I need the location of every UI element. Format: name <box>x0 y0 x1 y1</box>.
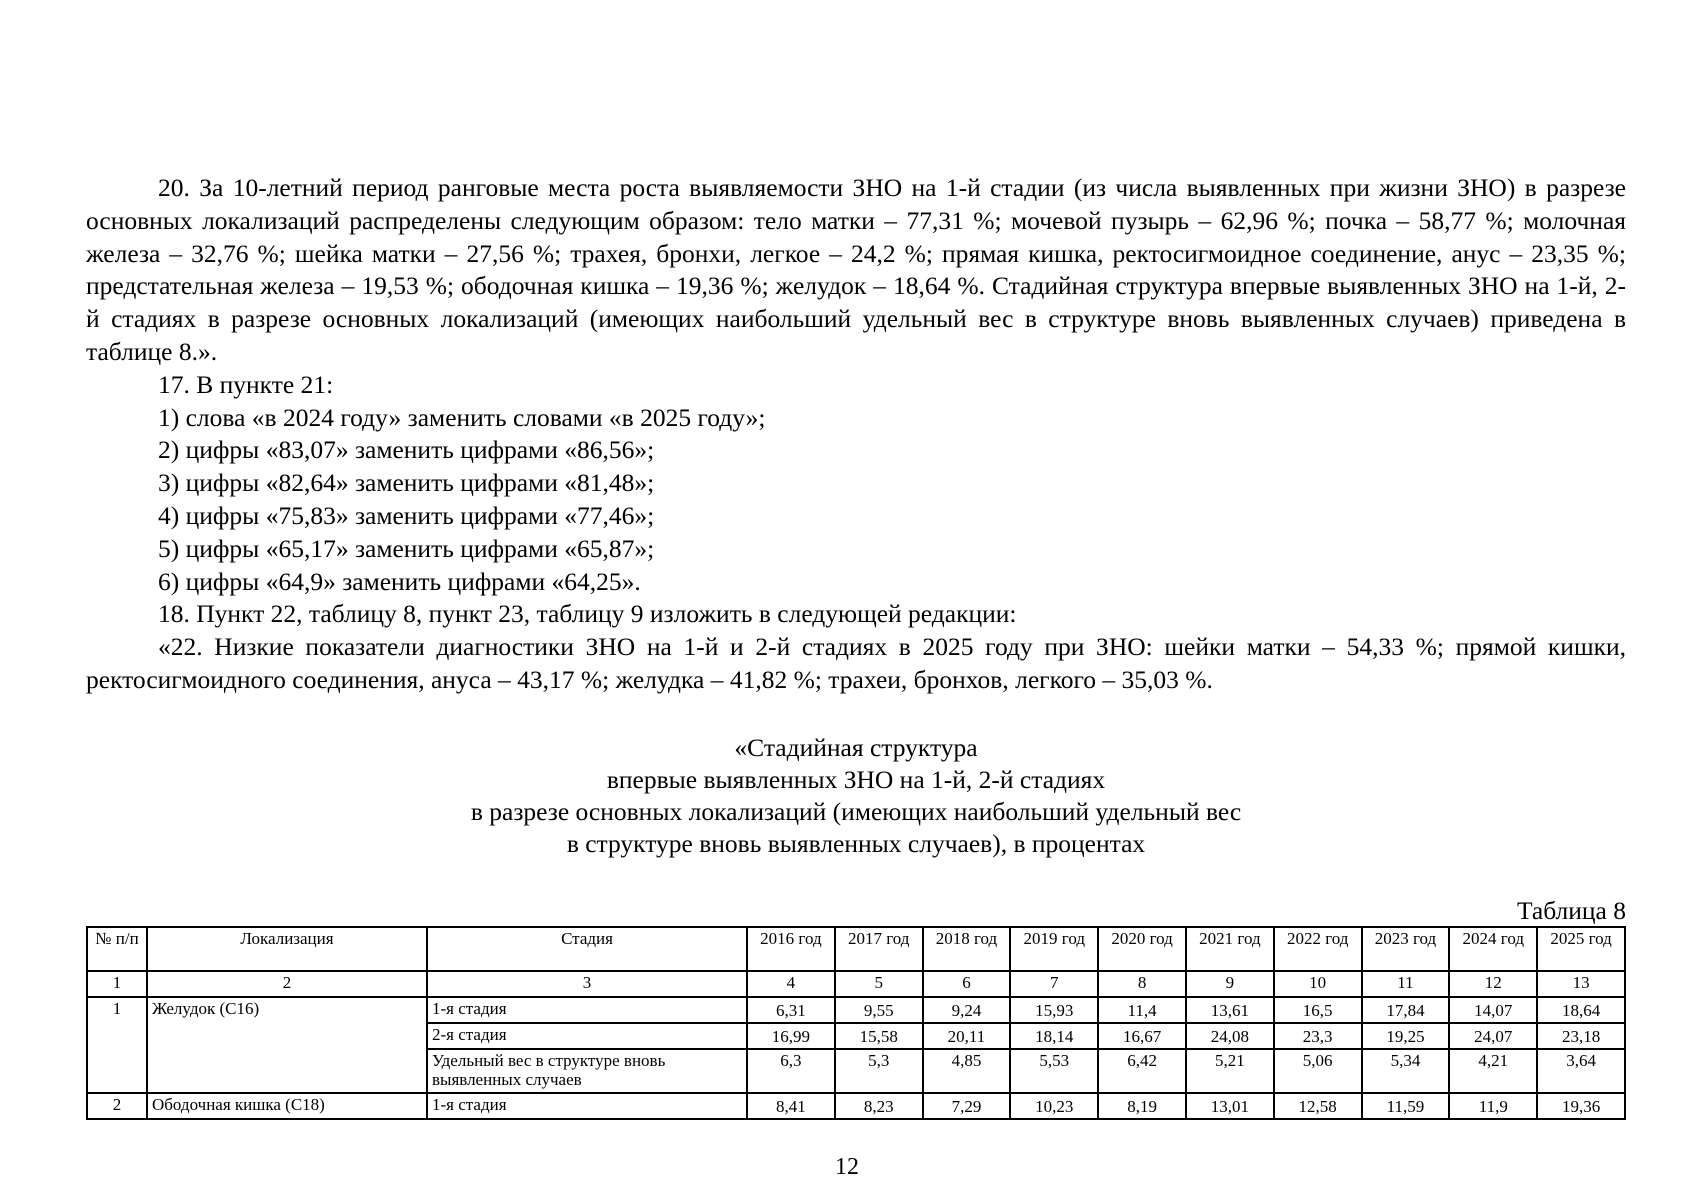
table-row <box>87 997 1625 1023</box>
header-year: 2018 год <box>923 927 1011 971</box>
value-cell: 16,5 <box>1274 997 1362 1023</box>
value-cell: 9,24 <box>923 997 1011 1023</box>
value-cell: 8,23 <box>835 1093 923 1119</box>
table-title-line: в структуре вновь выявленных случаев), в процентах <box>566 829 1146 858</box>
table-index-row <box>87 971 1625 997</box>
table-header-row <box>87 927 1625 971</box>
value-cell: 6,3 <box>747 1049 835 1093</box>
value-cell: 11,9 <box>1449 1093 1537 1119</box>
index-cell: 3 <box>427 971 747 997</box>
list-item-5: 5) цифры «65,17» заменить цифрами «65,87»; <box>158 533 655 563</box>
index-cell: 1 <box>87 971 147 997</box>
value-cell: 4,21 <box>1449 1049 1537 1093</box>
value-cell: 15,93 <box>1010 997 1098 1023</box>
value-cell: 20,11 <box>923 1023 1011 1049</box>
value-cell: 23,18 <box>1537 1023 1625 1049</box>
header-year: 2022 год <box>1274 927 1362 971</box>
index-cell: 12 <box>1449 971 1537 997</box>
list-item-6: 6) цифры «64,9» заменить цифрами «64,25». <box>158 566 641 596</box>
index-cell: 10 <box>1274 971 1362 997</box>
value-cell: 16,99 <box>747 1023 835 1049</box>
header-year: 2017 год <box>835 927 923 971</box>
table-title-line: в разрезе основных локализаций (имеющих наибольший удельный вес <box>470 797 1242 826</box>
paragraph-22: «22. Низкие показатели диагностики ЗНО на 1-й и 2-й стадиях в 2025 году при ЗНО: шейки матки – 54,33 %; прямой кишки, ректосигмоидного соединения, ануса – 43,17 %; желудка – 41,82 %; трахеи, бронхов, легкого – 35,03 %. <box>86 632 1626 694</box>
index-cell: 13 <box>1537 971 1625 997</box>
row-stage: 2-я стадия <box>427 1023 747 1049</box>
value-cell: 24,08 <box>1186 1023 1274 1049</box>
header-stage: Стадия <box>427 927 747 971</box>
table-title-line: «Стадийная структура <box>734 733 978 762</box>
header-year: 2019 год <box>1010 927 1098 971</box>
value-cell: 11,59 <box>1362 1093 1450 1119</box>
value-cell: 5,06 <box>1274 1049 1362 1093</box>
value-cell: 10,23 <box>1010 1093 1098 1119</box>
value-cell: 13,01 <box>1186 1093 1274 1119</box>
row-localization: Желудок (C16) <box>147 997 427 1093</box>
header-year: 2024 год <box>1449 927 1537 971</box>
row-stage: Удельный вес в структуре вновь выявленных случаев <box>427 1049 747 1093</box>
value-cell: 8,19 <box>1098 1093 1186 1119</box>
value-cell: 6,42 <box>1098 1049 1186 1093</box>
row-num: 2 <box>87 1093 147 1119</box>
value-cell: 24,07 <box>1449 1023 1537 1049</box>
value-cell: 9,55 <box>835 997 923 1023</box>
list-item-3: 3) цифры «82,64» заменить цифрами «81,48»; <box>158 468 655 498</box>
data-table <box>86 926 1626 1120</box>
table-title-line: впервые выявленных ЗНО на 1-й, 2-й стадиях <box>606 765 1106 794</box>
value-cell: 13,61 <box>1186 997 1274 1023</box>
value-cell: 19,25 <box>1362 1023 1450 1049</box>
paragraph-20: 20. За 10-летний период ранговые места роста выявляемости ЗНО на 1-й стадии (из числа выявленных при жизни ЗНО) в разрезе основных локализаций распределены следующим образом: тело матки – 77,31 %; мочевой пузырь – 62,96 %; почка – 58,77 %; молочная железа – 32,76 %; шейка матки – 27,56 %; трахея, бронхи, легкое – 24,2 %; прямая кишка, ректосигмоидное соединение, анус – 23,35 %; предстательная железа – 19,53 %; ободочная кишка – 19,36 %; желудок – 18,64 %. Стадийная структура впервые выявленных ЗНО на 1-й, 2-й стадиях в разрезе основных локализаций (имеющих наибольший удельный вес в структуре вновь выявленных случаев) приведена в таблице 8.». <box>86 173 1626 366</box>
value-cell: 5,53 <box>1010 1049 1098 1093</box>
value-cell: 5,34 <box>1362 1049 1450 1093</box>
index-cell: 11 <box>1362 971 1450 997</box>
value-cell: 11,4 <box>1098 997 1186 1023</box>
index-cell: 4 <box>747 971 835 997</box>
value-cell: 18,14 <box>1010 1023 1098 1049</box>
value-cell: 4,85 <box>923 1049 1011 1093</box>
index-cell: 7 <box>1010 971 1098 997</box>
index-cell: 8 <box>1098 971 1186 997</box>
header-year: 2025 год <box>1537 927 1625 971</box>
header-year: 2021 год <box>1186 927 1274 971</box>
paragraph-17: 17. В пункте 21: <box>158 369 334 399</box>
header-year: 2016 год <box>747 927 835 971</box>
list-item-2: 2) цифры «83,07» заменить цифрами «86,56»; <box>158 435 655 465</box>
value-cell: 8,41 <box>747 1093 835 1119</box>
row-stage: 1-я стадия <box>427 997 747 1023</box>
value-cell: 5,21 <box>1186 1049 1274 1093</box>
value-cell: 3,64 <box>1537 1049 1625 1093</box>
page-number: 12 <box>835 1154 859 1180</box>
index-cell: 2 <box>147 971 427 997</box>
row-localization: Ободочная кишка (C18) <box>147 1093 427 1119</box>
table-row <box>87 1093 1625 1119</box>
row-stage: 1-я стадия <box>427 1093 747 1119</box>
value-cell: 17,84 <box>1362 997 1450 1023</box>
value-cell: 18,64 <box>1537 997 1625 1023</box>
value-cell: 5,3 <box>835 1049 923 1093</box>
value-cell: 14,07 <box>1449 997 1537 1023</box>
header-year: 2023 год <box>1362 927 1450 971</box>
value-cell: 7,29 <box>923 1093 1011 1119</box>
body-text <box>86 172 1626 697</box>
value-cell: 6,31 <box>747 997 835 1023</box>
header-year: 2020 год <box>1098 927 1186 971</box>
value-cell: 12,58 <box>1274 1093 1362 1119</box>
index-cell: 5 <box>835 971 923 997</box>
list-item-4: 4) цифры «75,83» заменить цифрами «77,46»; <box>158 500 655 530</box>
index-cell: 9 <box>1186 971 1274 997</box>
value-cell: 16,67 <box>1098 1023 1186 1049</box>
value-cell: 19,36 <box>1537 1093 1625 1119</box>
value-cell: 23,3 <box>1274 1023 1362 1049</box>
paragraph-18: 18. Пункт 22, таблицу 8, пункт 23, таблицу 9 изложить в следующей редакции: <box>158 599 1017 629</box>
list-item-1: 1) слова «в 2024 году» заменить словами «в 2025 году»; <box>158 402 766 432</box>
table-title <box>86 732 1626 860</box>
header-num: № п/п <box>87 927 147 971</box>
row-num: 1 <box>87 997 147 1093</box>
table-caption: Таблица 8 <box>1516 896 1626 925</box>
index-cell: 6 <box>923 971 1011 997</box>
header-loc: Локализация <box>147 927 427 971</box>
value-cell: 15,58 <box>835 1023 923 1049</box>
